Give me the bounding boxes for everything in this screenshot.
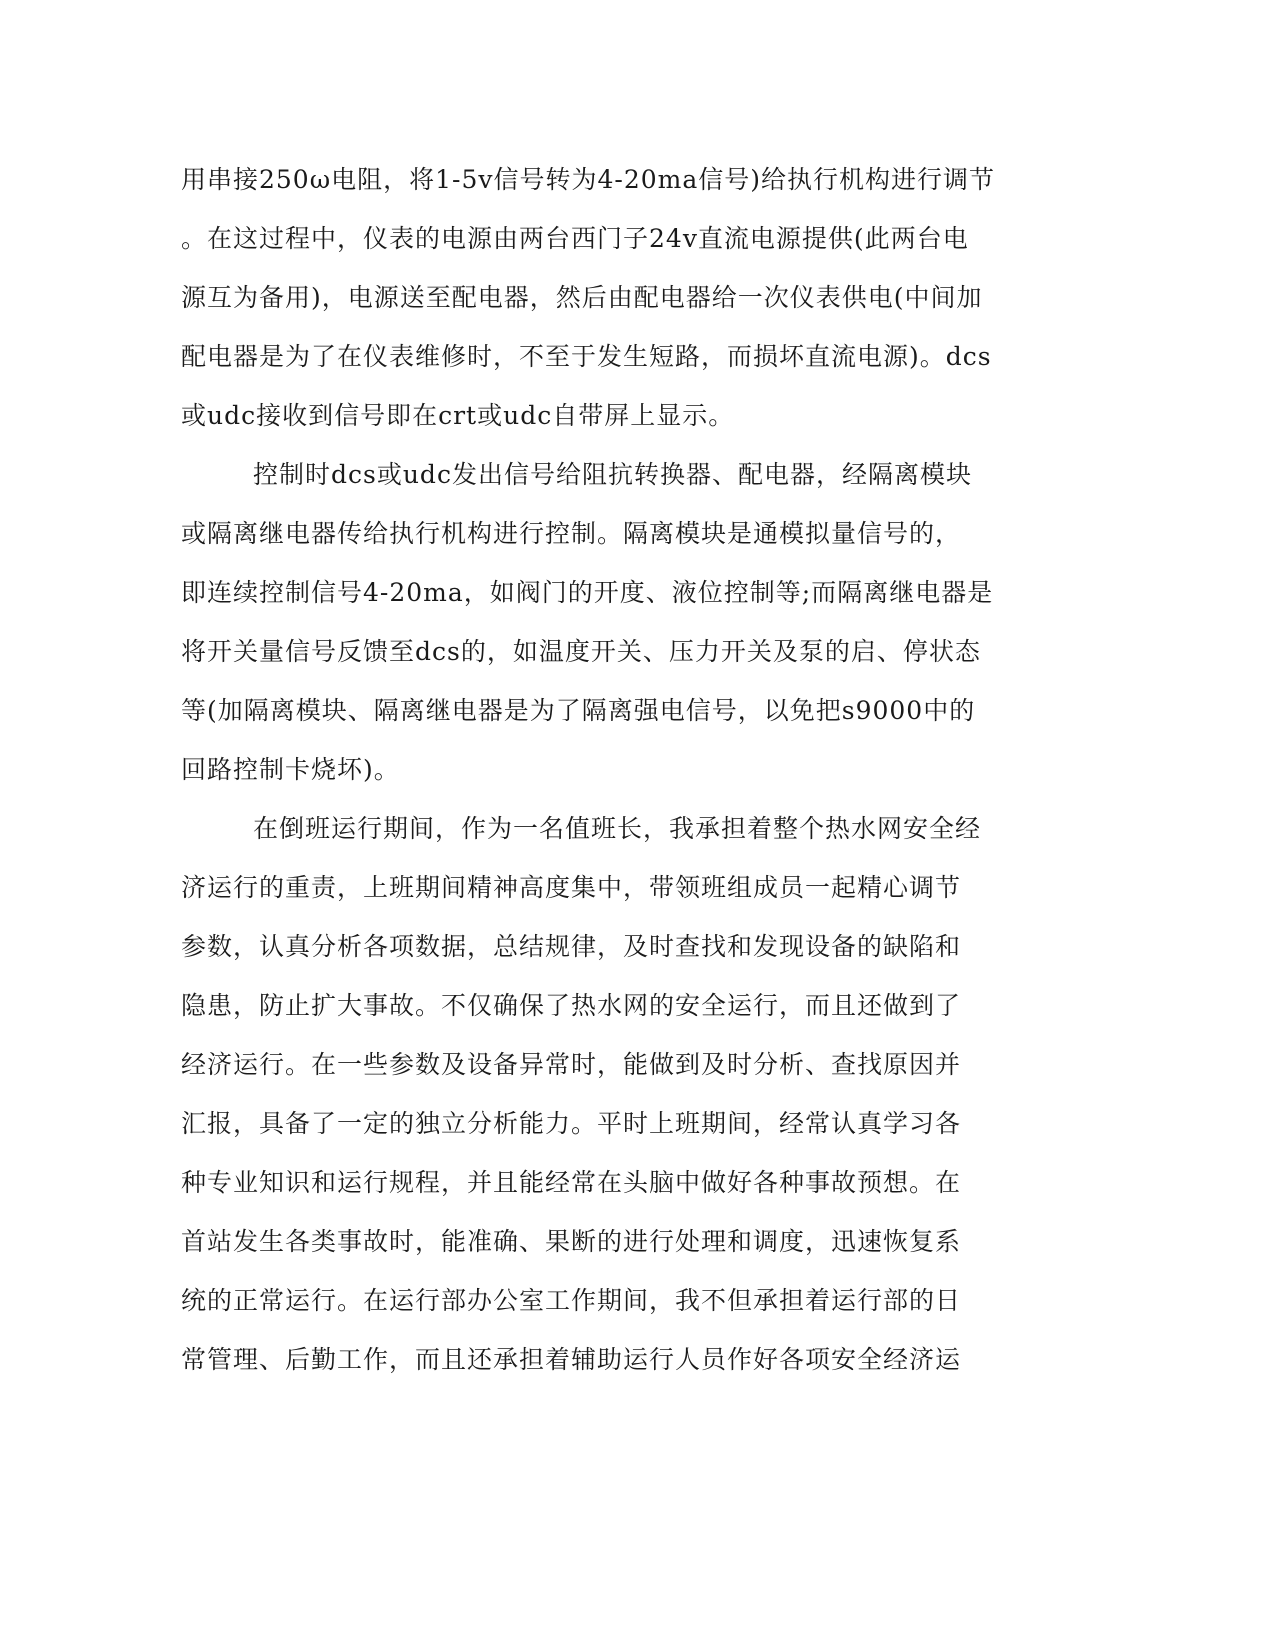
text-line: 配电器是为了在仪表维修时，不至于发生短路，而损坏直流电源)。dcs: [181, 342, 992, 371]
text-line: 济运行的重责，上班期间精神高度集中，带领班组成员一起精心调节: [181, 873, 962, 902]
text-line: 参数，认真分析各项数据，总结规律，及时查找和发现设备的缺陷和: [181, 932, 962, 961]
paragraph-first-line: 在倒班运行期间，作为一名值班长，我承担着整个热水网安全经: [253, 814, 982, 843]
text-line: 首站发生各类事故时，能准确、果断的进行处理和调度，迅速恢复系: [181, 1227, 962, 1256]
text-line: 。在这过程中，仪表的电源由两台西门子24v直流电源提供(此两台电: [181, 224, 969, 253]
text-line: 等(加隔离模块、隔离继电器是为了隔离强电信号，以免把s9000中的: [181, 696, 976, 725]
text-line: 即连续控制信号4-20ma，如阀门的开度、液位控制等;而隔离继电器是: [181, 578, 994, 607]
text-line: 汇报，具备了一定的独立分析能力。平时上班期间，经常认真学习各: [181, 1109, 962, 1138]
text-line: 或udc接收到信号即在crt或udc自带屏上显示。: [181, 401, 735, 430]
text-line: 统的正常运行。在运行部办公室工作期间，我不但承担着运行部的日: [181, 1286, 962, 1315]
text-line: 种专业知识和运行规程，并且能经常在头脑中做好各种事故预想。在: [181, 1168, 962, 1197]
text-line: 将开关量信号反馈至dcs的，如温度开关、压力开关及泵的启、停状态: [181, 637, 981, 666]
text-line: 经济运行。在一些参数及设备异常时，能做到及时分析、查找原因并: [181, 1050, 962, 1079]
text-line: 常管理、后勤工作，而且还承担着辅助运行人员作好各项安全经济运: [181, 1345, 962, 1374]
text-line: 或隔离继电器传给执行机构进行控制。隔离模块是通模拟量信号的，: [181, 519, 962, 548]
text-line: 隐患，防止扩大事故。不仅确保了热水网的安全运行，而且还做到了: [181, 991, 962, 1020]
paragraph-first-line: 控制时dcs或udc发出信号给阻抗转换器、配电器，经隔离模块: [253, 460, 972, 489]
text-line: 回路控制卡烧坏)。: [181, 755, 400, 784]
text-line: 源互为备用)，电源送至配电器，然后由配电器给一次仪表供电(中间加: [181, 283, 983, 312]
text-line: 用串接250ω电阻，将1-5v信号转为4-20ma信号)给执行机构进行调节: [181, 165, 996, 194]
